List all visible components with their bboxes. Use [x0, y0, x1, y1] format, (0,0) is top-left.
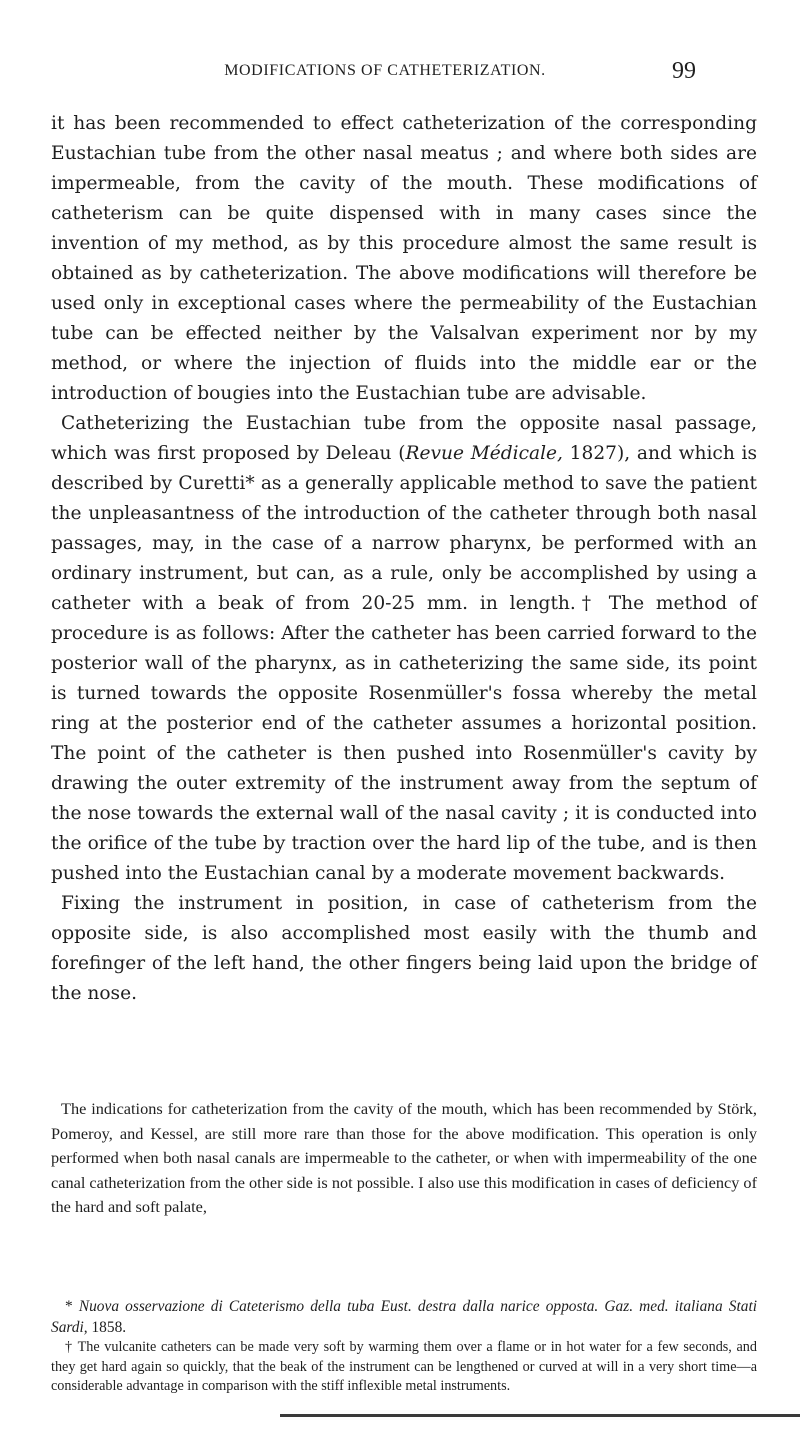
footnote-1-citation: Nuova osservazione di Cateterismo della tuba Eust. destra dalla narice opposta. Gaz. med. italiana Stati Sardi,: [51, 1298, 757, 1336]
page-number: 99: [672, 58, 696, 84]
footnote-1-mark: *: [65, 1298, 79, 1315]
footnote-1: [51, 1296, 757, 1338]
small-print-text: [51, 1097, 757, 1220]
running-title: MODIFICATIONS OF CATHETERIZATION.: [224, 62, 546, 79]
paragraph-3: Fixing the instrument in position, in case of catheterism from the opposite side, is also accomplished most easily with the thumb and forefinger of the left hand, the other fingers being laid upon the bridge of the nose.: [51, 893, 757, 1004]
footnotes: [51, 1296, 757, 1397]
paragraph-1: it has been recommended to effect catheterization of the corresponding Eustachian tube from the other nasal meatus ; and where both sides are impermeable, from the cavity of the mouth. These modifications of catheterism can be quite dispensed with in many cases since the invention of my method, as by this procedure almost the same result is obtained as by catheterization. The above modifications will therefore be used only in exceptional cases where the permeability of the Eustachian tube can be effected neither by the Valsalvan experiment nor by my method, or where the injection of fluids into the middle ear or the introduction of bougies into the Eustachian tube are advisable.: [51, 113, 757, 404]
paragraph-2: [51, 409, 757, 889]
running-head: [114, 60, 696, 90]
bottom-edge-rule: [280, 1414, 800, 1417]
footnote-2: † The vulcanite catheters can be made very soft by warming them over a flame or in hot water for a few seconds, and they get hard again so quickly, that the beak of the instrument can be lengthened or curved at will in a very short time—a considerable advantage in comparison with the stiff inflexible metal instruments.: [51, 1339, 757, 1394]
paragraph-2-part-b: 1827), and which is described by Curetti* as a generally applicable method to save the patient the unpleasantness of the introduction of the catheter through both nasal passages, may, in the case of a narrow pharynx, be performed with an ordinary instrument, but can, as a rule, only be accomplished by using a catheter with a beak of from 20-25 mm. in length.† The method of procedure is as follows: After the catheter has been carried forward to the posterior wall of the pharynx, as in catheterizing the same side, its point is turned towards the opposite Rosenmüller's fossa whereby the metal ring at the posterior end of the catheter assumes a horizontal position. The point of the catheter is then pushed into Rosenmüller's cavity by drawing the outer extremity of the instrument away from the septum of the nose towards the external wall of the nasal cavity ; it is conducted into the orifice of the tube by traction over the hard lip of the tube, and is then pushed into the Eustachian canal by a moderate movement backwards.: [51, 443, 757, 884]
paragraph-2-part-a: Catheterizing the Eustachian tube from the opposite nasal passage, which was first proposed by Deleau (: [51, 413, 757, 464]
journal-title: Revue Médicale,: [405, 443, 563, 464]
main-text: [51, 109, 757, 1009]
footnote-1-year: 1858.: [87, 1319, 127, 1336]
small-paragraph-1: The indications for catheterization from the cavity of the mouth, which has been recommended by Störk, Pomeroy, and Kessel, are still more rare than those for the above modification. This operation is only performed when both nasal canals are impermeable to the catheter, or when with impermeability of the one canal catheterization from the other side is not possible. I also use this modification in cases of deficiency of the hard and soft palate,: [51, 1099, 757, 1216]
